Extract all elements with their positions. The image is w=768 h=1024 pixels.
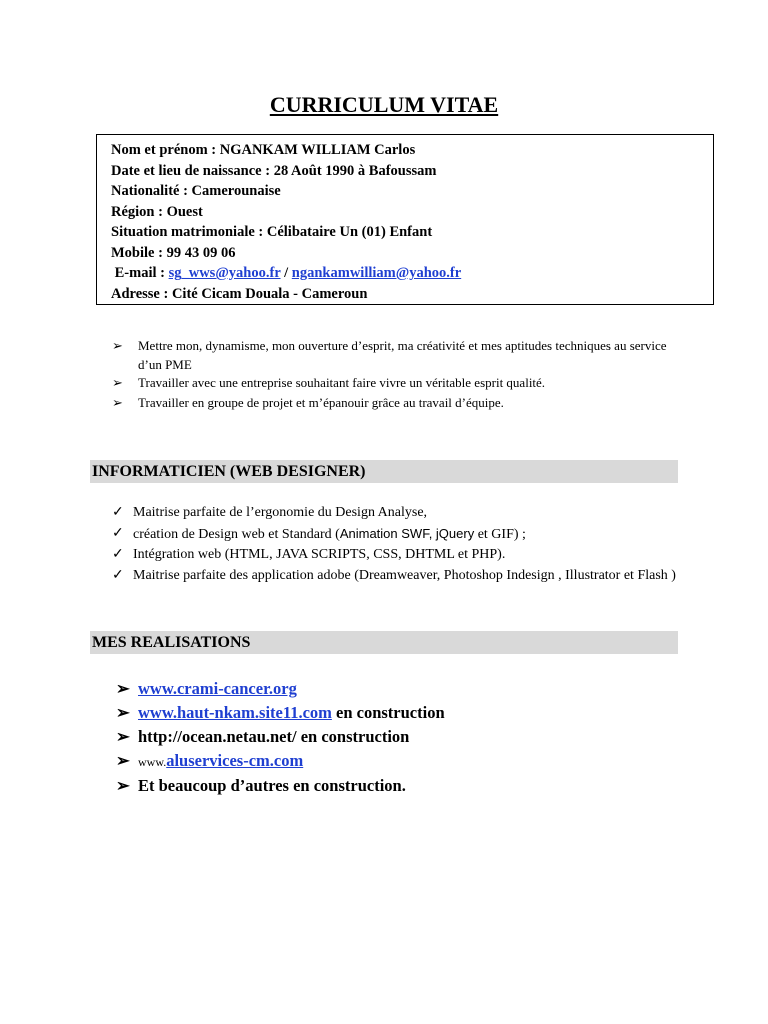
mobile-row: Mobile : 99 43 09 06: [111, 244, 236, 261]
objective-item: ➢ Travailler en groupe de projet et m’épanouir grâce au travail d’équipe.: [112, 395, 504, 410]
email-row: E-mail : sg_wws@yahoo.fr / ngankamwilliam@yahoo.fr: [114, 265, 462, 281]
name-row: Nom et prénom : NGANKAM WILLIAM Carlos: [111, 142, 416, 158]
realisation-item: ➢ www.aluservices-cm.com: [116, 751, 304, 770]
arrow-bullet-icon: ➢: [116, 751, 130, 770]
check-bullet-icon: ✓: [112, 505, 124, 520]
realisation-link[interactable]: aluservices-cm.com: [166, 751, 304, 770]
region-row: Région : Ouest: [111, 203, 203, 220]
arrow-bullet-icon: ➢: [112, 338, 123, 353]
skill-item: ✓ Intégration web (HTML, JAVA SCRIPTS, CSS, DHTML et PHP).: [112, 545, 692, 565]
realisation-item: ➢ Et beaucoup d’autres en construction.: [116, 776, 406, 795]
email-link-2[interactable]: ngankamwilliam@yahoo.fr: [291, 265, 462, 281]
check-bullet-icon: ✓: [112, 547, 124, 562]
realisation-link[interactable]: www.crami-cancer.org: [138, 679, 297, 698]
identity-box: [96, 134, 714, 305]
address-row: Adresse : Cité Cicam Douala - Cameroun: [111, 285, 368, 302]
objective-item: ➢ Mettre mon, dynamisme, mon ouverture d’esprit, ma créativité et mes aptitudes techniques au service d’un PME: [112, 338, 667, 372]
realisation-item: [116, 678, 297, 700]
arrow-bullet-icon: ➢: [112, 375, 123, 390]
arrow-bullet-icon: ➢: [116, 679, 130, 698]
check-bullet-icon: ✓: [112, 568, 124, 583]
section-heading-realisations: MES REALISATIONS: [90, 631, 678, 654]
arrow-bullet-icon: ➢: [116, 727, 130, 746]
realisation-item: ➢ www.haut-nkam.site11.com en construction: [116, 703, 445, 722]
realisation-item: ➢ http://ocean.netau.net/ en construction: [116, 727, 410, 746]
skill-item: ✓ Maitrise parfaite de l’ergonomie du Design Analyse,: [112, 503, 692, 523]
arrow-bullet-icon: ➢: [112, 395, 123, 410]
birth-row: Date et lieu de naissance : 28 Août 1990 à Bafoussam: [111, 162, 437, 179]
skill-item: ✓ Maitrise parfaite des application adobe (Dreamweaver, Photoshop Indesign , Illustrator et Flash ): [112, 566, 692, 586]
email-link-1[interactable]: sg_wws@yahoo.fr: [168, 265, 281, 281]
skill-item: ✓ création de Design web et Standard (Animation SWF, jQuery et GIF) ;: [112, 526, 526, 542]
marital-row: Situation matrimoniale : Célibataire Un (01) Enfant: [111, 224, 433, 240]
check-bullet-icon: ✓: [112, 526, 124, 541]
realisation-link[interactable]: www.haut-nkam.site11.com: [138, 703, 332, 722]
section-heading-skills: INFORMATICIEN (WEB DESIGNER): [90, 460, 678, 483]
nationality-row: Nationalité : Camerounaise: [111, 183, 281, 199]
page-title: CURRICULUM VITAE: [269, 92, 499, 117]
arrow-bullet-icon: ➢: [116, 703, 130, 722]
arrow-bullet-icon: ➢: [116, 776, 130, 795]
objective-item: ➢ Travailler avec une entreprise souhaitant faire vivre un véritable esprit qualité.: [112, 375, 546, 390]
